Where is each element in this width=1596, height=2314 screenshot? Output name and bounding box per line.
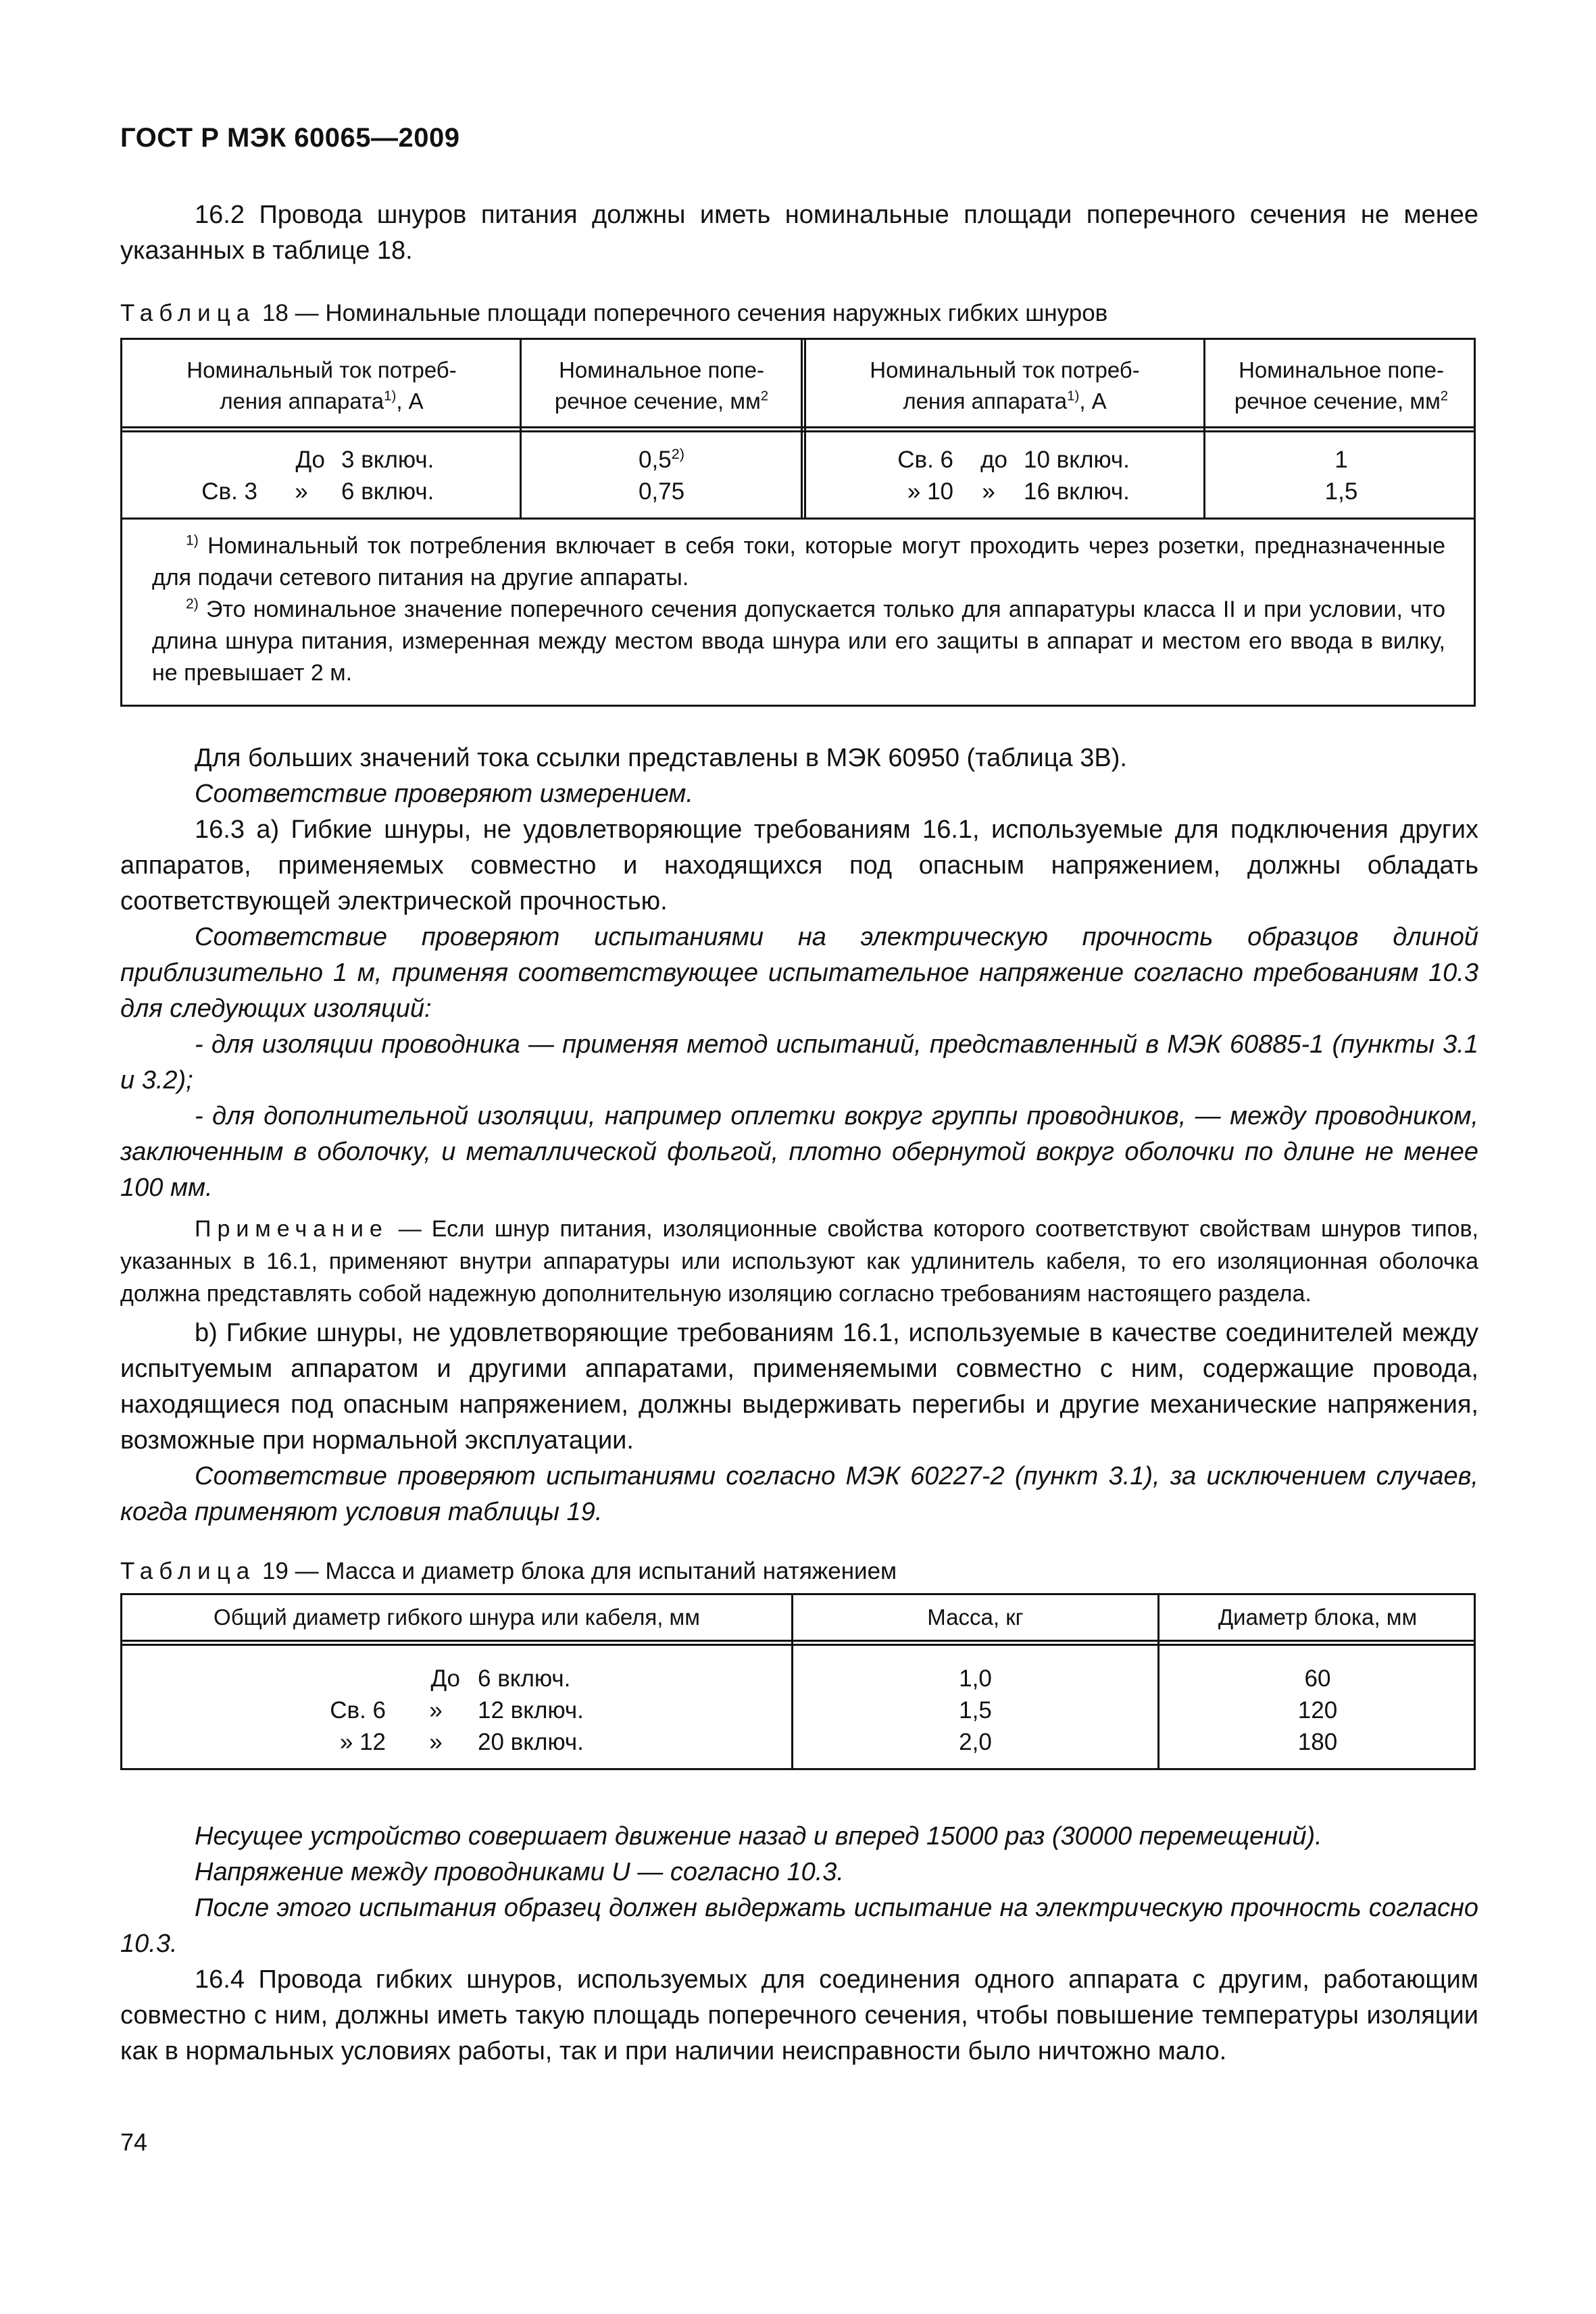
table-18-footnotes: $^{1)}$ Номинальный ток потребления включает в себя токи, которые могут проходить через розетки, предназначенные для подачи сетевого питания на другие аппараты. $^{2)}$ Это номинальное значение поперечного сечения допускается только для аппаратуры класса II и при условии, что длина шнура питания, измеренная между местом ввода шнура или его защиты в аппарат и местом его ввода в вилку, не превышает 2 м. — [152, 532, 1445, 686]
paragraph-16-4: 16.4 Провода гибких шнуров, используемых для соединения одного аппарата с другим, работающим совместно с ним, должны иметь такую площадь поперечного сечения, чтобы повышение температуры изоляции как в нормальных условиях работы, так и при наличии неисправности было ничтожно мало. — [120, 1965, 1478, 2065]
paragraph-16-3b: b) Гибкие шнуры, не удовлетворяющие требованиям 16.1, используемые в качестве соединителей между испытуемым аппаратом и другими аппаратами, применяемыми совместно с ним, содержащие провода, находящиеся под опасным напряжением, должны выдерживать перегибы и другие механические напряжения, возможные при нормальной эксплуатации. — [120, 1319, 1478, 1455]
table-19-mass-values: 1,0 1,5 2,0 — [959, 1665, 992, 1755]
table-18-header-section-right: Номинальное попе- речное сечение, $мм^2$ — [1234, 357, 1449, 413]
note: Примечание — Если шнур питания, изоляционные свойства которого соответствуют свойствам шнуров типов, указанных в 16.1, применяют внутри аппаратуры или используют как удлинитель кабеля, то его изоляционная оболочка должна представлять собой надежную дополнительную изоляцию согласно требованиям настоящего раздела. — [120, 1216, 1478, 1307]
paragraph-voltage: Напряжение между проводниками U — согласно 10.3. — [195, 1858, 844, 1886]
paragraph-dash-supplementary: - для дополнительной изоляции, например оплетки вокруг группы проводников, — между проводником, заключенным в оболочку, и металлической фольгой, плотно обернутой вокруг оболочки по длине не менее 100 мм. — [120, 1102, 1478, 1202]
paragraph-after-test: После этого испытания образец должен выдержать испытание на электрическую прочность согласно 10.3. — [120, 1894, 1478, 1958]
table-18-section-left: 0,5$^{2)}$ 0,75 — [638, 445, 685, 505]
paragraph-check-tension: Соответствие проверяют испытаниями согласно МЭК 60227-2 (пункт 3.1), за исключением случаев, когда применяют условия таблицы 19. — [120, 1462, 1478, 1526]
table-18-row-1-right: Св. 6 до 10 включ. » 10 » 16 включ. — [897, 447, 1130, 505]
paragraph-large-currents: Для больших значений тока ссылки представлены в МЭК 60950 (таблица 3В). — [195, 744, 1127, 772]
table-19-caption-word: Таблица — [120, 1558, 256, 1584]
table-18-caption — [120, 297, 1478, 330]
table-19-diameter-values: До 6 включ. Св. 6 » 12 включ. » 12 » 20 включ. — [330, 1665, 584, 1755]
table-18 — [120, 338, 1476, 707]
body-block-2 — [120, 1819, 1478, 2069]
table-18-row-1-left: До 3 включ. Св. 3 » 6 включ. — [201, 447, 434, 505]
body-block-1 — [120, 740, 1478, 1530]
table-19 — [120, 1593, 1476, 1770]
table-19-caption-text: 19 — Масса и диаметр блока для испытаний натяжением — [255, 1558, 897, 1584]
paragraph-carrier-motion: Несущее устройство совершает движение назад и вперед 15000 раз (30000 перемещений). — [195, 1822, 1322, 1851]
paragraph-check-strength: Соответствие проверяют испытаниями на электрическую прочность образцов длиной приблизительно 1 м, применяя соответствующее испытательное напряжение согласно требованиям 10.3 для следующих изоляций: — [120, 923, 1478, 1023]
table-18-header-current-left: Номинальный ток потреб- ления аппарата$^{1)}$, А — [186, 357, 457, 413]
table-19-col-diameter: Общий диаметр гибкого шнура или кабеля, мм — [214, 1605, 700, 1630]
paragraph-16-2: 16.2 Провода шнуров питания должны иметь номинальные площади поперечного сечения не менее указанных в таблице 18. — [120, 201, 1478, 265]
table-18-caption-text: 18 — Номинальные площади поперечного сечения наружных гибких шнуров — [255, 300, 1108, 326]
table-18-header-current-right: Номинальный ток потреб- ления аппарата$^{1)}$, А — [870, 357, 1140, 413]
table-19-block-values: 60 120 180 — [1297, 1665, 1338, 1755]
table-19-caption — [120, 1555, 1478, 1588]
table-19-col-mass: Масса, кг — [927, 1605, 1024, 1630]
table-18-caption-word: Таблица — [120, 300, 256, 326]
paragraph-dash-conductor: - для изоляции проводника — применяя метод испытаний, представленный в МЭК 60885-1 (пункты 3.1 и 3.2); — [120, 1030, 1478, 1095]
table-18-header-section-left: Номинальное попе- речное сечение, $мм^2$ — [554, 357, 769, 413]
paragraph-16-3a: 16.3 а) Гибкие шнуры, не удовлетворяющие требованиям 16.1, используемые для подключения других аппаратов, применяемых совместно и находящихся под опасным напряжением, должны обладать соответствующей электрической прочностью. — [120, 815, 1478, 915]
table-19-col-block: Диаметр блока, мм — [1218, 1605, 1418, 1630]
table-18-section-right: 1 1,5 — [1324, 447, 1358, 505]
clause-16-2 — [120, 197, 1478, 269]
paragraph-check-measurement: Соответствие проверяют измерением. — [195, 780, 693, 808]
document-header: ГОСТ Р МЭК 60065—2009 — [120, 123, 460, 153]
page-number: 74 — [120, 2128, 148, 2156]
